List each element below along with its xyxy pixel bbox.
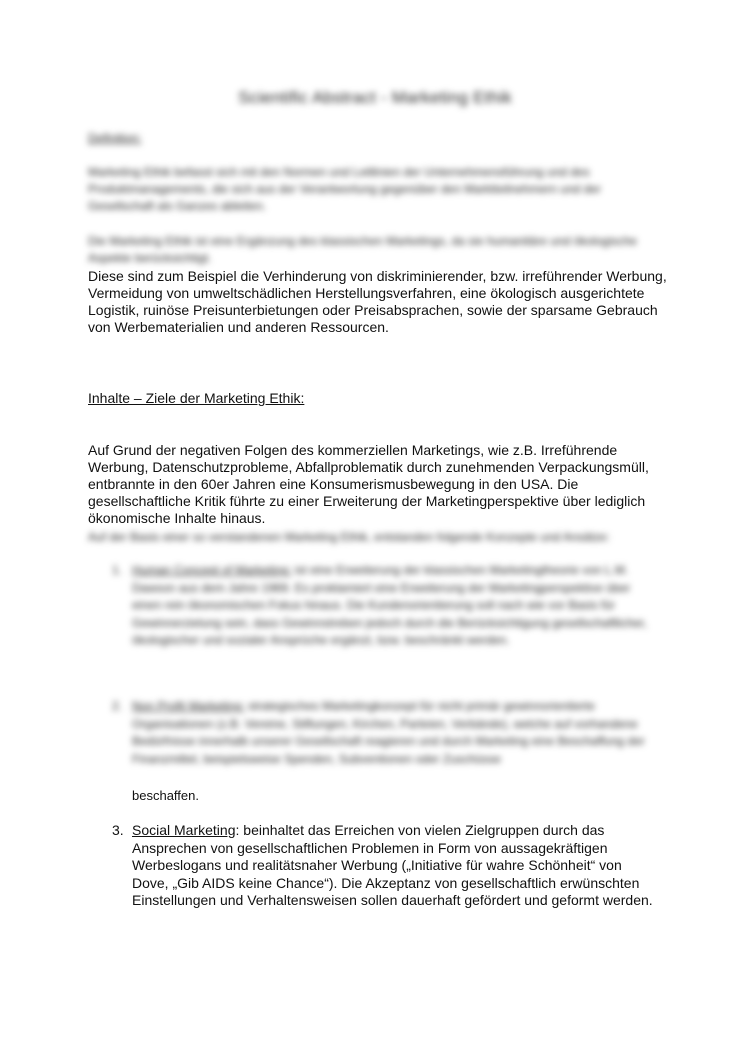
list-item-term: Non Profit Marketing: (132, 699, 245, 713)
content-paragraph-blurred: Auf der Basis einer so verstandenen Marketing Ethik, entstanden folgende Konzepte und Ansätze: (88, 530, 610, 544)
list-item-text: : beinhaltet das Erreichen von vielen Zielgruppen durch das Ansprechen von gesellschaftlichen Problemen in Form von aussagekräftigen Werbeslogans und realitätsnaher Werbung („Initiative für wahre Schönheit“ von Dove, „Gib AIDS keine Chance“). Die Akzeptanz von gesellschaftlich erwünschten Einstellungen und Verhaltensweisen sollen dauerhaft gefördert und geformt werden. (132, 822, 653, 908)
list-item-number: 2. (112, 699, 123, 713)
list-item-text: ist eine Erweiterung der klassischen Marketingtheorie von L.M. Dawson aus dem Jahre 1969. Es proklamiert eine Erweiterung der Marketingperspektive über einen rein ökonomischen Fokus hinaus. Die Kundenorientierung soll nach wie vor Basis für Gewinnerzielung sein, dass Gewinnstreben jedoch durch die Berücksichtigung gesellschaftlicher, ökologischer und sozialer Ansprüche ergänzt, bzw. beschränkt werden. (132, 563, 647, 648)
list-item (112, 562, 652, 650)
definition-heading: Definition: (88, 131, 142, 145)
list-item-term: Human Concept of Marketing: (132, 563, 292, 577)
list-item-text: strategisches Marketingkonzept für nicht primär gewinnorientierte Organisationen (z.B. Vereine, Stiftungen, Kirchen, Parteien, Verbände), welche auf vorhandene Bedürfnisse innerhalb unserer Gesellschaft reagieren und durch Marketing eine Beschaffung der Finanzmittel, beispielsweise Spenden, Subventionen oder Zuschüsse (132, 699, 645, 766)
definition-paragraph-visible: Diese sind zum Beispiel die Verhinderung von diskriminierender, bzw. irreführender Werbung, Vermeidung von umweltschädlichen Herstellungsverfahren, eine ökologisch ausgerichtete Logistik, ruinöse Preisunterbietungen oder Preisabsprachen, sowie der sparsame Gebrauch von Werbematerialien und anderen Ressourcen. (88, 268, 667, 335)
content-paragraph: Auf Grund der negativen Folgen des kommerziellen Marketings, wie z.B. Irreführende Werbung, Datenschutzprobleme, Abfallproblematik durch zunehmenden Verpackungsmüll, entbrannte in den 60er Jahren eine Konsumerismusbewegung in den USA. Die gesellschaftliche Kritik führte zu einer Erweiterung der Marketingperspektive über lediglich ökonomische Inhalte hinaus. (88, 442, 649, 526)
content-heading: Inhalte – Ziele der Marketing Ethik: (88, 390, 305, 406)
list-item-number: 3. (112, 822, 124, 838)
list-item (112, 822, 662, 910)
list-item (112, 698, 652, 768)
definition-paragraph-blurred-2: Die Marketing Ethik ist eine Ergänzung des klassischen Marketings, da sie humanitäre und ökologische Aspekte berücksichtigt. (88, 234, 637, 265)
list-item-tail: beschaffen. (132, 788, 199, 803)
list-item-term: Social Marketing (132, 822, 236, 838)
list-item-number: 1. (112, 563, 123, 577)
definition-paragraph-blurred-1: Marketing Ethik befasst sich mit den Normen und Leitlinien der Unternehmensführung und des Produktmanagements, die sich aus der Verantwortung gegenüber den Marktteilnehmern und der Gesellschaft als Ganzes ableiten. (88, 165, 601, 213)
document-title: Scientific Abstract - Marketing Ethik (238, 88, 512, 107)
